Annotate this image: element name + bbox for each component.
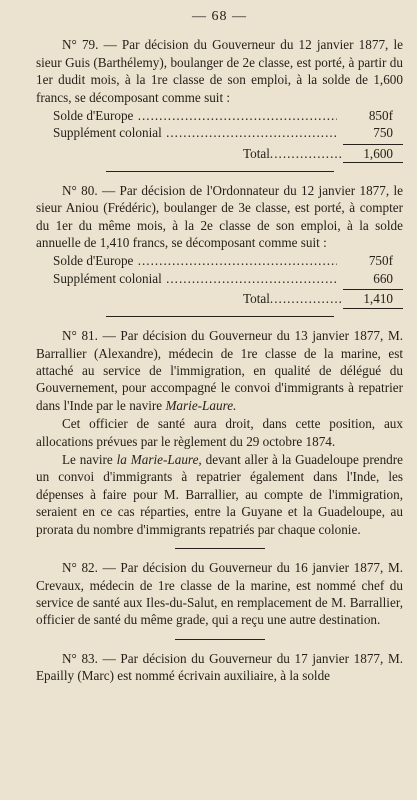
ledger-row [36,107,403,124]
ledger-label: Solde d'Europe ..... [53,107,337,124]
ledger-label: Supplément colonial ..... [53,270,337,287]
entry-82-text [36,559,403,629]
ledger-amount: 660 [373,270,393,286]
ledger-label: Solde d'Europe ..... [53,252,337,269]
separator-line [106,316,334,317]
entry-81-text [36,327,403,414]
entry-80-number: N° 80. [62,182,98,198]
entry-82-number: N° 82. [62,560,98,576]
page-number: — 68 — [192,9,247,24]
entry-80-text [36,182,403,252]
ledger-row [36,270,403,287]
entry-79-ledger [36,107,403,162]
entry-81-number: N° 81. [62,328,98,344]
separator-line [175,548,265,549]
separator-line [106,171,334,172]
total-label: Total ..... [243,290,343,307]
entry-81 [36,327,403,538]
total-row [36,144,403,162]
entry-83 [36,650,403,685]
ledger-amount: 750 [373,125,393,141]
entry-81-para-3-rest: devant aller à la Guadeloupe prendre un convoi d'immigrants à repatrier également dans l'Inde, les dépenses à faire pour M. Barrallier, au compte de l'immigration, seraient en ce cas réparties, entre la Guyane et la Guadeloupe, au prorata du nombre d'immigrants repatriés par chaque colonie. [36,452,404,537]
entry-80-ledger [36,252,403,307]
entry-79-body: — Par décision du Gouverneur du 12 janvier 1877, le sieur Guis (Barthélemy), boulanger de 2e classe, est porté, à partir du 1er dudit mois, à la 1re classe de son emploi, à la solde de 1,600 francs, se décomposant comme suit : [36,37,403,105]
ship-name: Marie-Laure. [165,397,237,413]
total-row [36,289,403,307]
entry-81-body: — Par décision du Gouverneur du 13 janvier 1877, M. Barrallier (Alexandre), médecin de 1re classe de la marine, est attaché au service de l'immigration, en qualité de délégué du Gouvernement, pour accompagné le convoi d'immigrants à repatrier dans l'Inde par le navire [36,328,403,413]
ledger-label: Supplément colonial ..... [53,124,337,141]
entry-80-body: — Par décision de l'Ordonnateur du 12 janvier 1877, le sieur Aniou (Frédéric), boulanger de 3e classe, est porté, à compter du 1er du même mois, à la 2e classe de son emploi, à la solde annuelle de 1,410 francs, se décomposant comme suit : [36,182,403,251]
ledger-amount: 750f [368,253,393,269]
entry-83-number: N° 83. [62,650,98,666]
ledger-row [36,124,403,141]
entry-79 [36,36,403,161]
entry-81-para-2: Cet officier de santé aura droit, dans cette position, aux allocations prévues par le règlement du 29 octobre 1874. [36,416,403,449]
entry-83-body: — Par décision du Gouverneur du 17 janvier 1877, M. Epailly (Marc) est nommé écrivain auxiliaire, à la solde [36,650,403,684]
total-amount: 1,410 [343,289,403,308]
entry-82-body: — Par décision du Gouverneur du 16 janvier 1877, M. Crevaux, médecin de 1re classe de la marine, est nommé chef du service de santé aux Iles-du-Salut, en remplacement de M. Barrallier, officier de santé du même grade, qui a reçu une autre destination. [36,560,403,628]
total-label: Total ..... [243,145,343,162]
entry-79-number: N° 79. [62,37,99,53]
ledger-amount: 850f [368,108,393,124]
entry-82 [36,559,403,629]
separator-line [175,639,265,640]
entry-81-para-3 [36,451,403,538]
ledger-row [36,252,403,269]
entry-83-text [36,650,403,685]
entry-80 [36,182,403,307]
document-page [36,8,403,685]
entry-79-text [36,36,403,106]
ship-name: la Marie-Laure, [116,452,202,468]
entry-81-para-3-start: Le navire [62,452,113,468]
total-amount: 1,600 [343,144,403,163]
